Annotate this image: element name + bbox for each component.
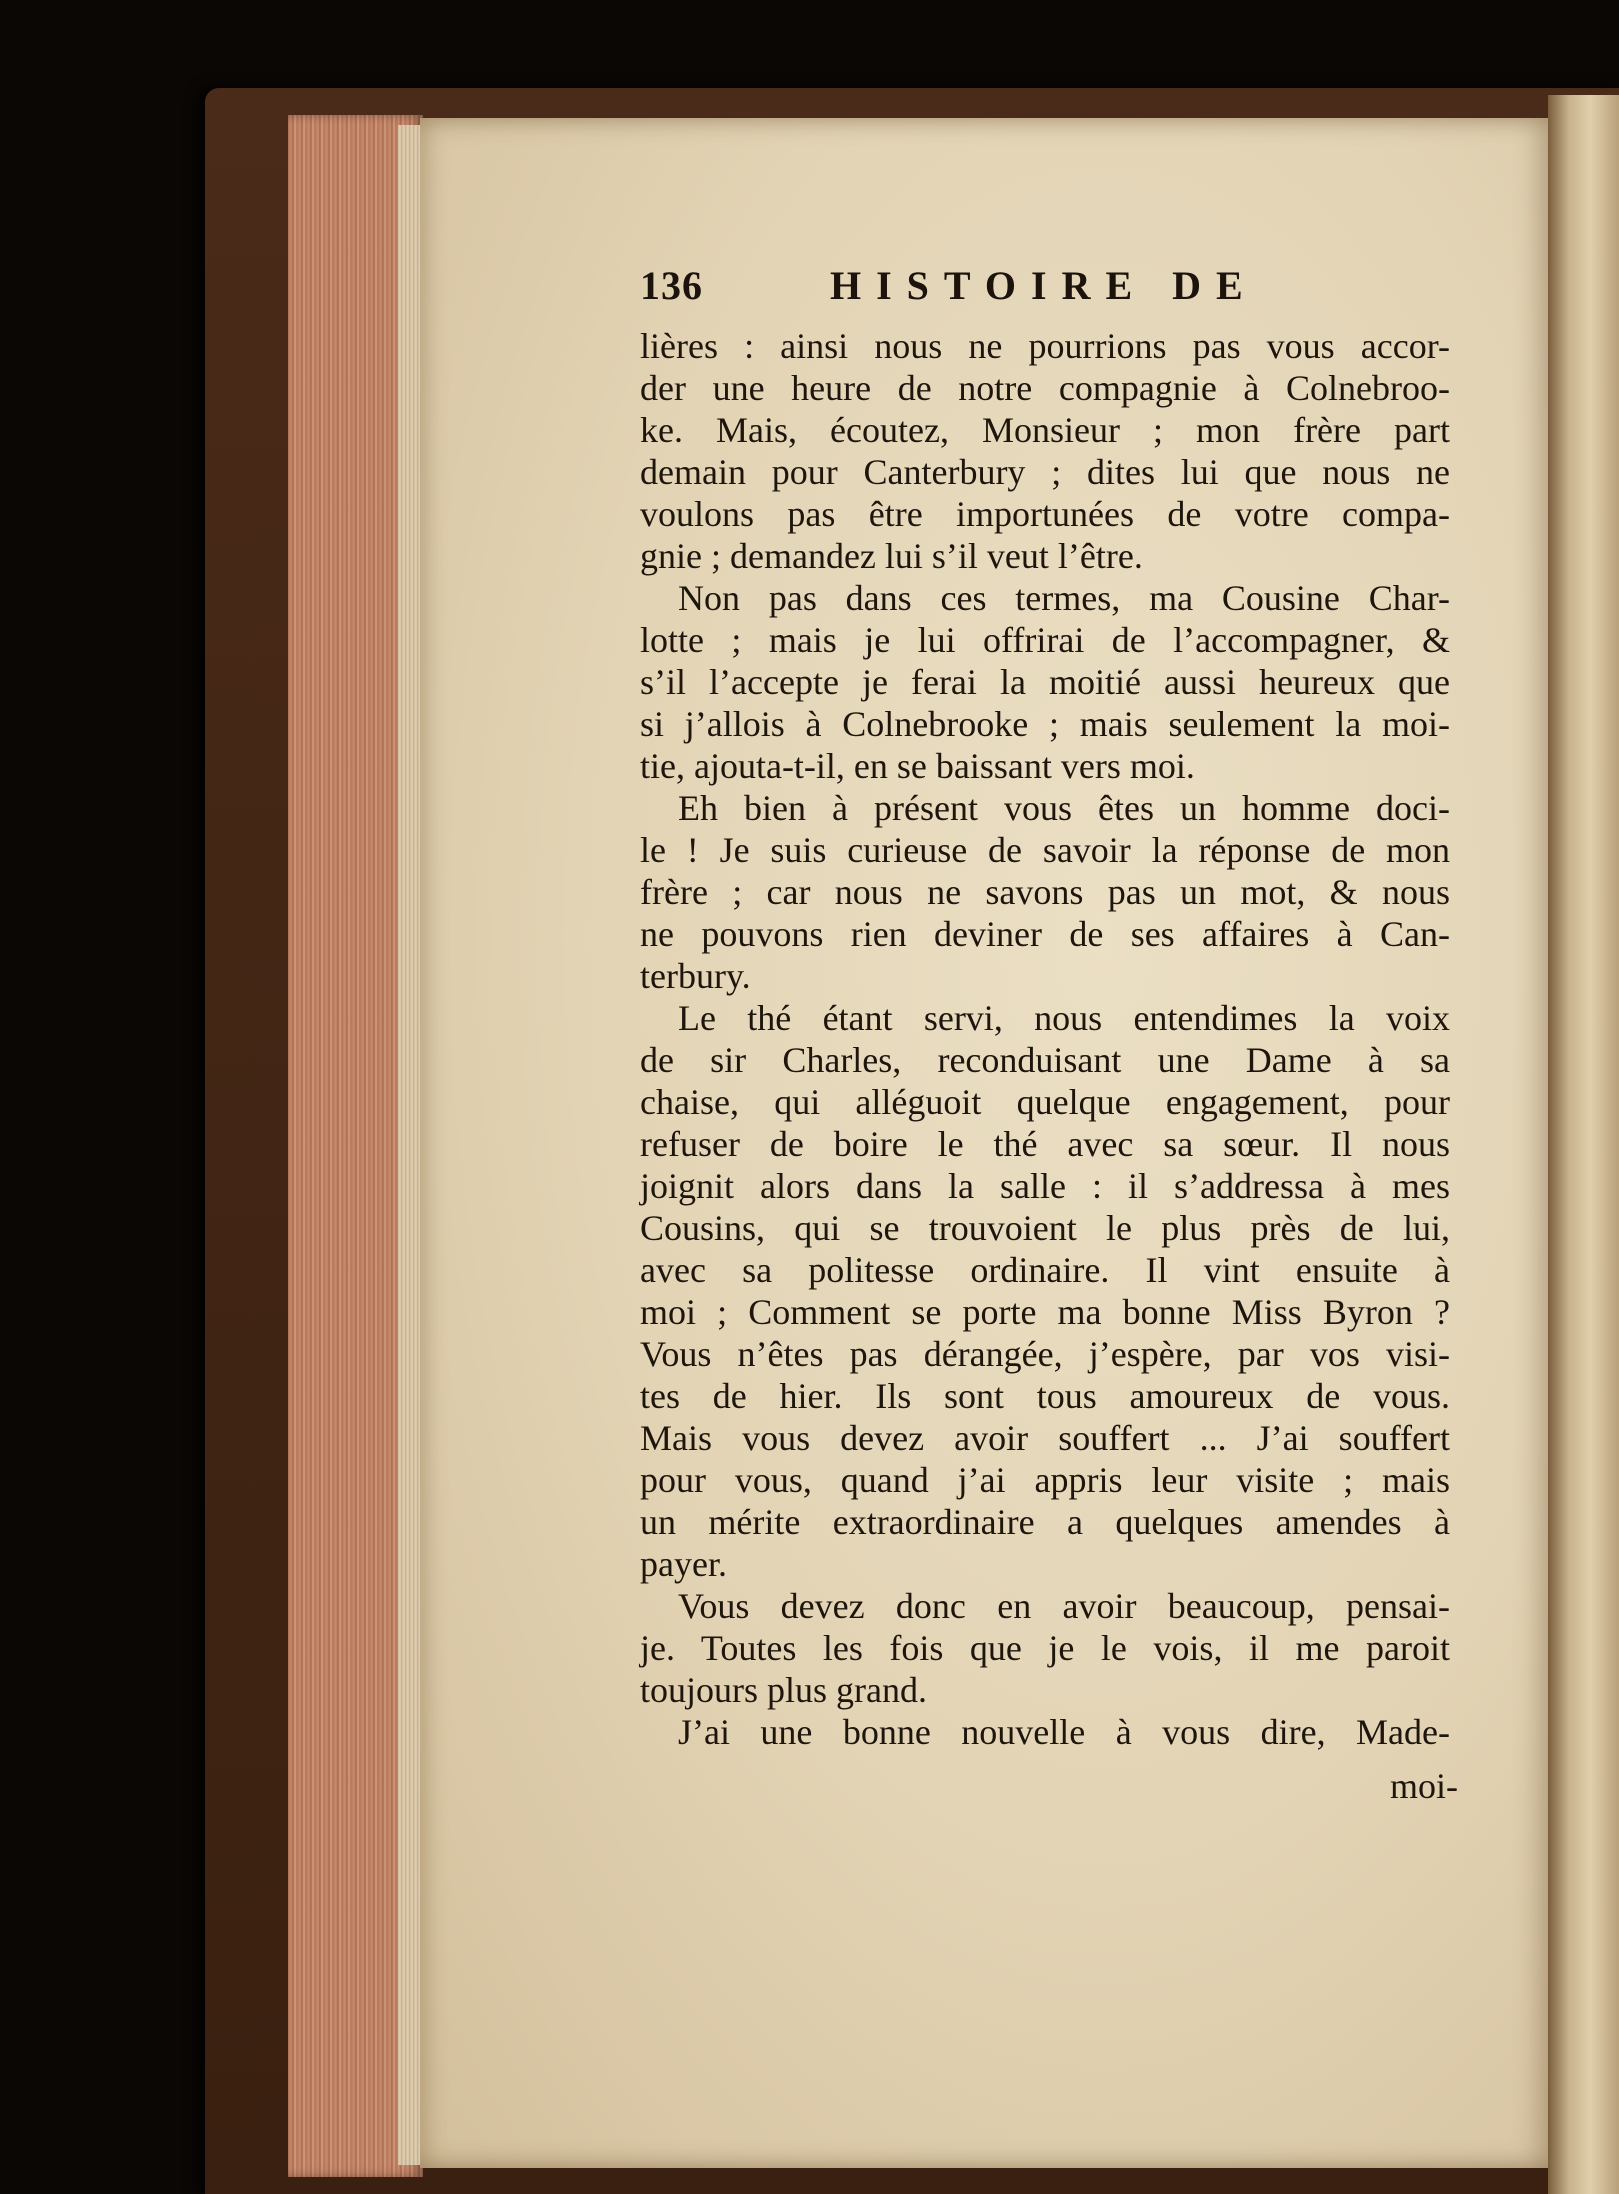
- text-line: voulons pas être importunées de votre compa-: [640, 494, 1450, 534]
- text-line: tes de hier. Ils sont tous amoureux de vous.: [640, 1376, 1450, 1416]
- text-line: moi ; Comment se porte ma bonne Miss Byron ?: [640, 1292, 1450, 1332]
- text-line: je. Toutes les fois que je le vois, il me paroit: [640, 1628, 1450, 1668]
- text-line: Cousins, qui se trouvoient le plus près de lui,: [640, 1208, 1450, 1248]
- text-line: payer.: [640, 1544, 727, 1584]
- text-line: refuser de boire le thé avec sa sœur. Il nous: [640, 1124, 1450, 1164]
- text-line: Mais vous devez avoir souffert ... J’ai souffert: [640, 1418, 1450, 1458]
- text-line: der une heure de notre compagnie à Colnebroo-: [640, 368, 1450, 408]
- text-line: lotte ; mais je lui offrirai de l’accompagner, &: [640, 620, 1450, 660]
- text-line: chaise, qui alléguoit quelque engagement, pour: [640, 1082, 1450, 1122]
- running-head: [640, 262, 1320, 312]
- catchword: moi-: [1390, 1766, 1458, 1806]
- text-line: tie, ajouta-t-il, en se baissant vers moi.: [640, 746, 1195, 786]
- text-line: si j’allois à Colnebrooke ; mais seulement la moi-: [640, 704, 1450, 744]
- page-number: 136: [640, 263, 703, 308]
- text-line: Vous n’êtes pas dérangée, j’espère, par vos visi-: [640, 1334, 1450, 1374]
- text-line: Non pas dans ces termes, ma Cousine Char-: [678, 578, 1450, 618]
- text-line: terbury.: [640, 956, 751, 996]
- text-line: joignit alors dans la salle : il s’addressa à mes: [640, 1166, 1450, 1206]
- facing-page-edge: [1548, 95, 1619, 2194]
- text-line: pour vous, quand j’ai appris leur visite ; mais: [640, 1460, 1450, 1500]
- body-text: [640, 325, 1450, 1753]
- running-title: HISTOIRE DE: [830, 263, 1258, 308]
- text-line: frère ; car nous ne savons pas un mot, & nous: [640, 872, 1450, 912]
- text-line: avec sa politesse ordinaire. Il vint ensuite à: [640, 1250, 1450, 1290]
- text-line: de sir Charles, reconduisant une Dame à sa: [640, 1040, 1450, 1080]
- text-line: demain pour Canterbury ; dites lui que nous ne: [640, 452, 1450, 492]
- text-line: toujours plus grand.: [640, 1670, 927, 1710]
- text-line: J’ai une bonne nouvelle à vous dire, Made-: [678, 1712, 1450, 1752]
- text-line: Eh bien à présent vous êtes un homme doci-: [678, 788, 1450, 828]
- text-line: lières : ainsi nous ne pourrions pas vous accor-: [640, 326, 1450, 366]
- text-line: un mérite extraordinaire a quelques amendes à: [640, 1502, 1450, 1542]
- text-line: gnie ; demandez lui s’il veut l’être.: [640, 536, 1143, 576]
- text-line: ne pouvons rien deviner de ses affaires à Can-: [640, 914, 1450, 954]
- text-line: Le thé étant servi, nous entendimes la voix: [678, 998, 1450, 1038]
- text-line: ke. Mais, écoutez, Monsieur ; mon frère part: [640, 410, 1450, 450]
- text-line: le ! Je suis curieuse de savoir la réponse de mon: [640, 830, 1450, 870]
- text-line: s’il l’accepte je ferai la moitié aussi heureux que: [640, 662, 1450, 702]
- text-line: Vous devez donc en avoir beaucoup, pensai-: [678, 1586, 1450, 1626]
